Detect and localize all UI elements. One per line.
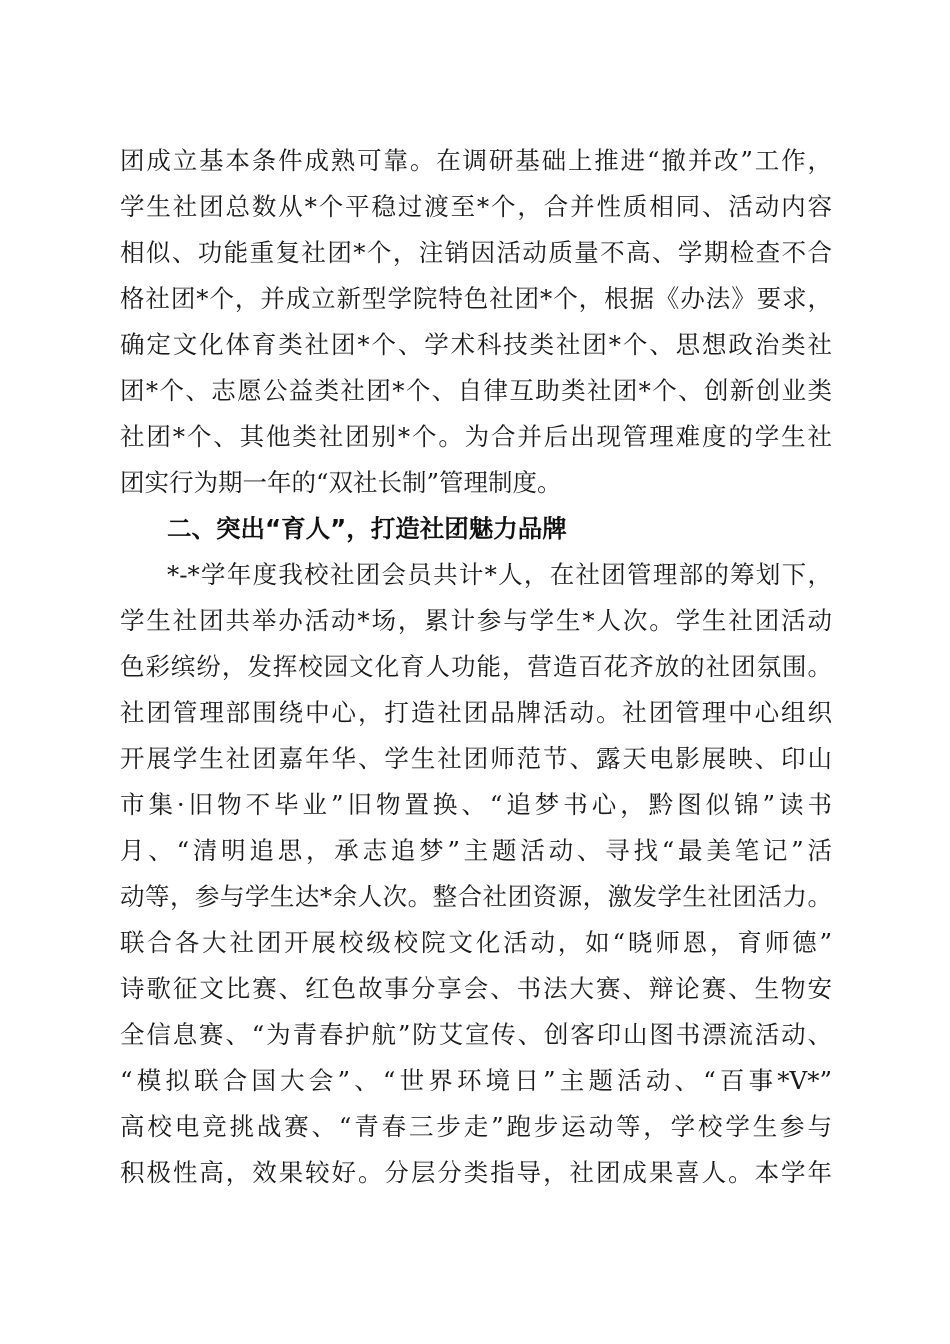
paragraph-line: 高校电竞挑战赛、“青春三步走”跑步运动等，学校学生参与 [120,1112,832,1141]
paragraph-line: 团实行为期一年的“双社长制”管理制度。 [120,468,562,497]
paragraph-line: 月、“清明追思，承志追梦”主题活动、寻找“最美笔记”活 [120,836,832,865]
paragraph-line: 格社团*个，并成立新型学院特色社团*个，根据《办法》要求， [120,284,832,313]
section-heading: 二、突出“育人”，打造社团魅力品牌 [167,514,567,543]
paragraph-first-line: *-*学年度我校社团会员共计*人，在社团管理部的筹划下， [167,560,832,589]
paragraph-line: 全信息赛、“为青春护航”防艾宣传、创客印山图书漂流活动、 [120,1020,832,1049]
paragraph-line: 市集·旧物不毕业”旧物置换、“追梦书心，黔图似锦”读书 [120,790,832,819]
paragraph-line: 团*个、志愿公益类社团*个、自律互助类社团*个、创新创业类 [120,376,832,405]
paragraph-line: 学生社团共举办活动*场，累计参与学生*人次。学生社团活动 [120,606,832,635]
paragraph-line: 开展学生社团嘉年华、学生社团师范节、露天电影展映、印山 [120,744,832,773]
paragraph-line: 确定文化体育类社团*个、学术科技类社团*个、思想政治类社 [120,330,832,359]
paragraph-line: 相似、功能重复社团*个，注销因活动质量不高、学期检查不合 [120,238,832,267]
paragraph-line: 社团*个、其他类社团别*个。为合并后出现管理难度的学生社 [120,422,832,451]
paragraph-line: 色彩缤纷，发挥校园文化育人功能，营造百花齐放的社团氛围。 [120,652,832,681]
paragraph-line: “模拟联合国大会”、“世界环境日”主题活动、“百事*V*” [120,1066,832,1095]
paragraph-line: 动等，参与学生达*余人次。整合社团资源，激发学生社团活力。 [120,882,832,911]
paragraph-line: 社团管理部围绕中心，打造社团品牌活动。社团管理中心组织 [120,698,832,727]
paragraph-line: 团成立基本条件成熟可靠。在调研基础上推进“撤并改”工作， [120,146,832,175]
paragraph-line: 学生社团总数从*个平稳过渡至*个，合并性质相同、活动内容 [120,192,832,221]
paragraph-line: 积极性高，效果较好。分层分类指导，社团成果喜人。本学年 [120,1158,832,1187]
paragraph-line: 联合各大社团开展校级校院文化活动，如“晓师恩，育师德” [120,928,832,957]
paragraph-line: 诗歌征文比赛、红色故事分享会、书法大赛、辩论赛、生物安 [120,974,832,1003]
